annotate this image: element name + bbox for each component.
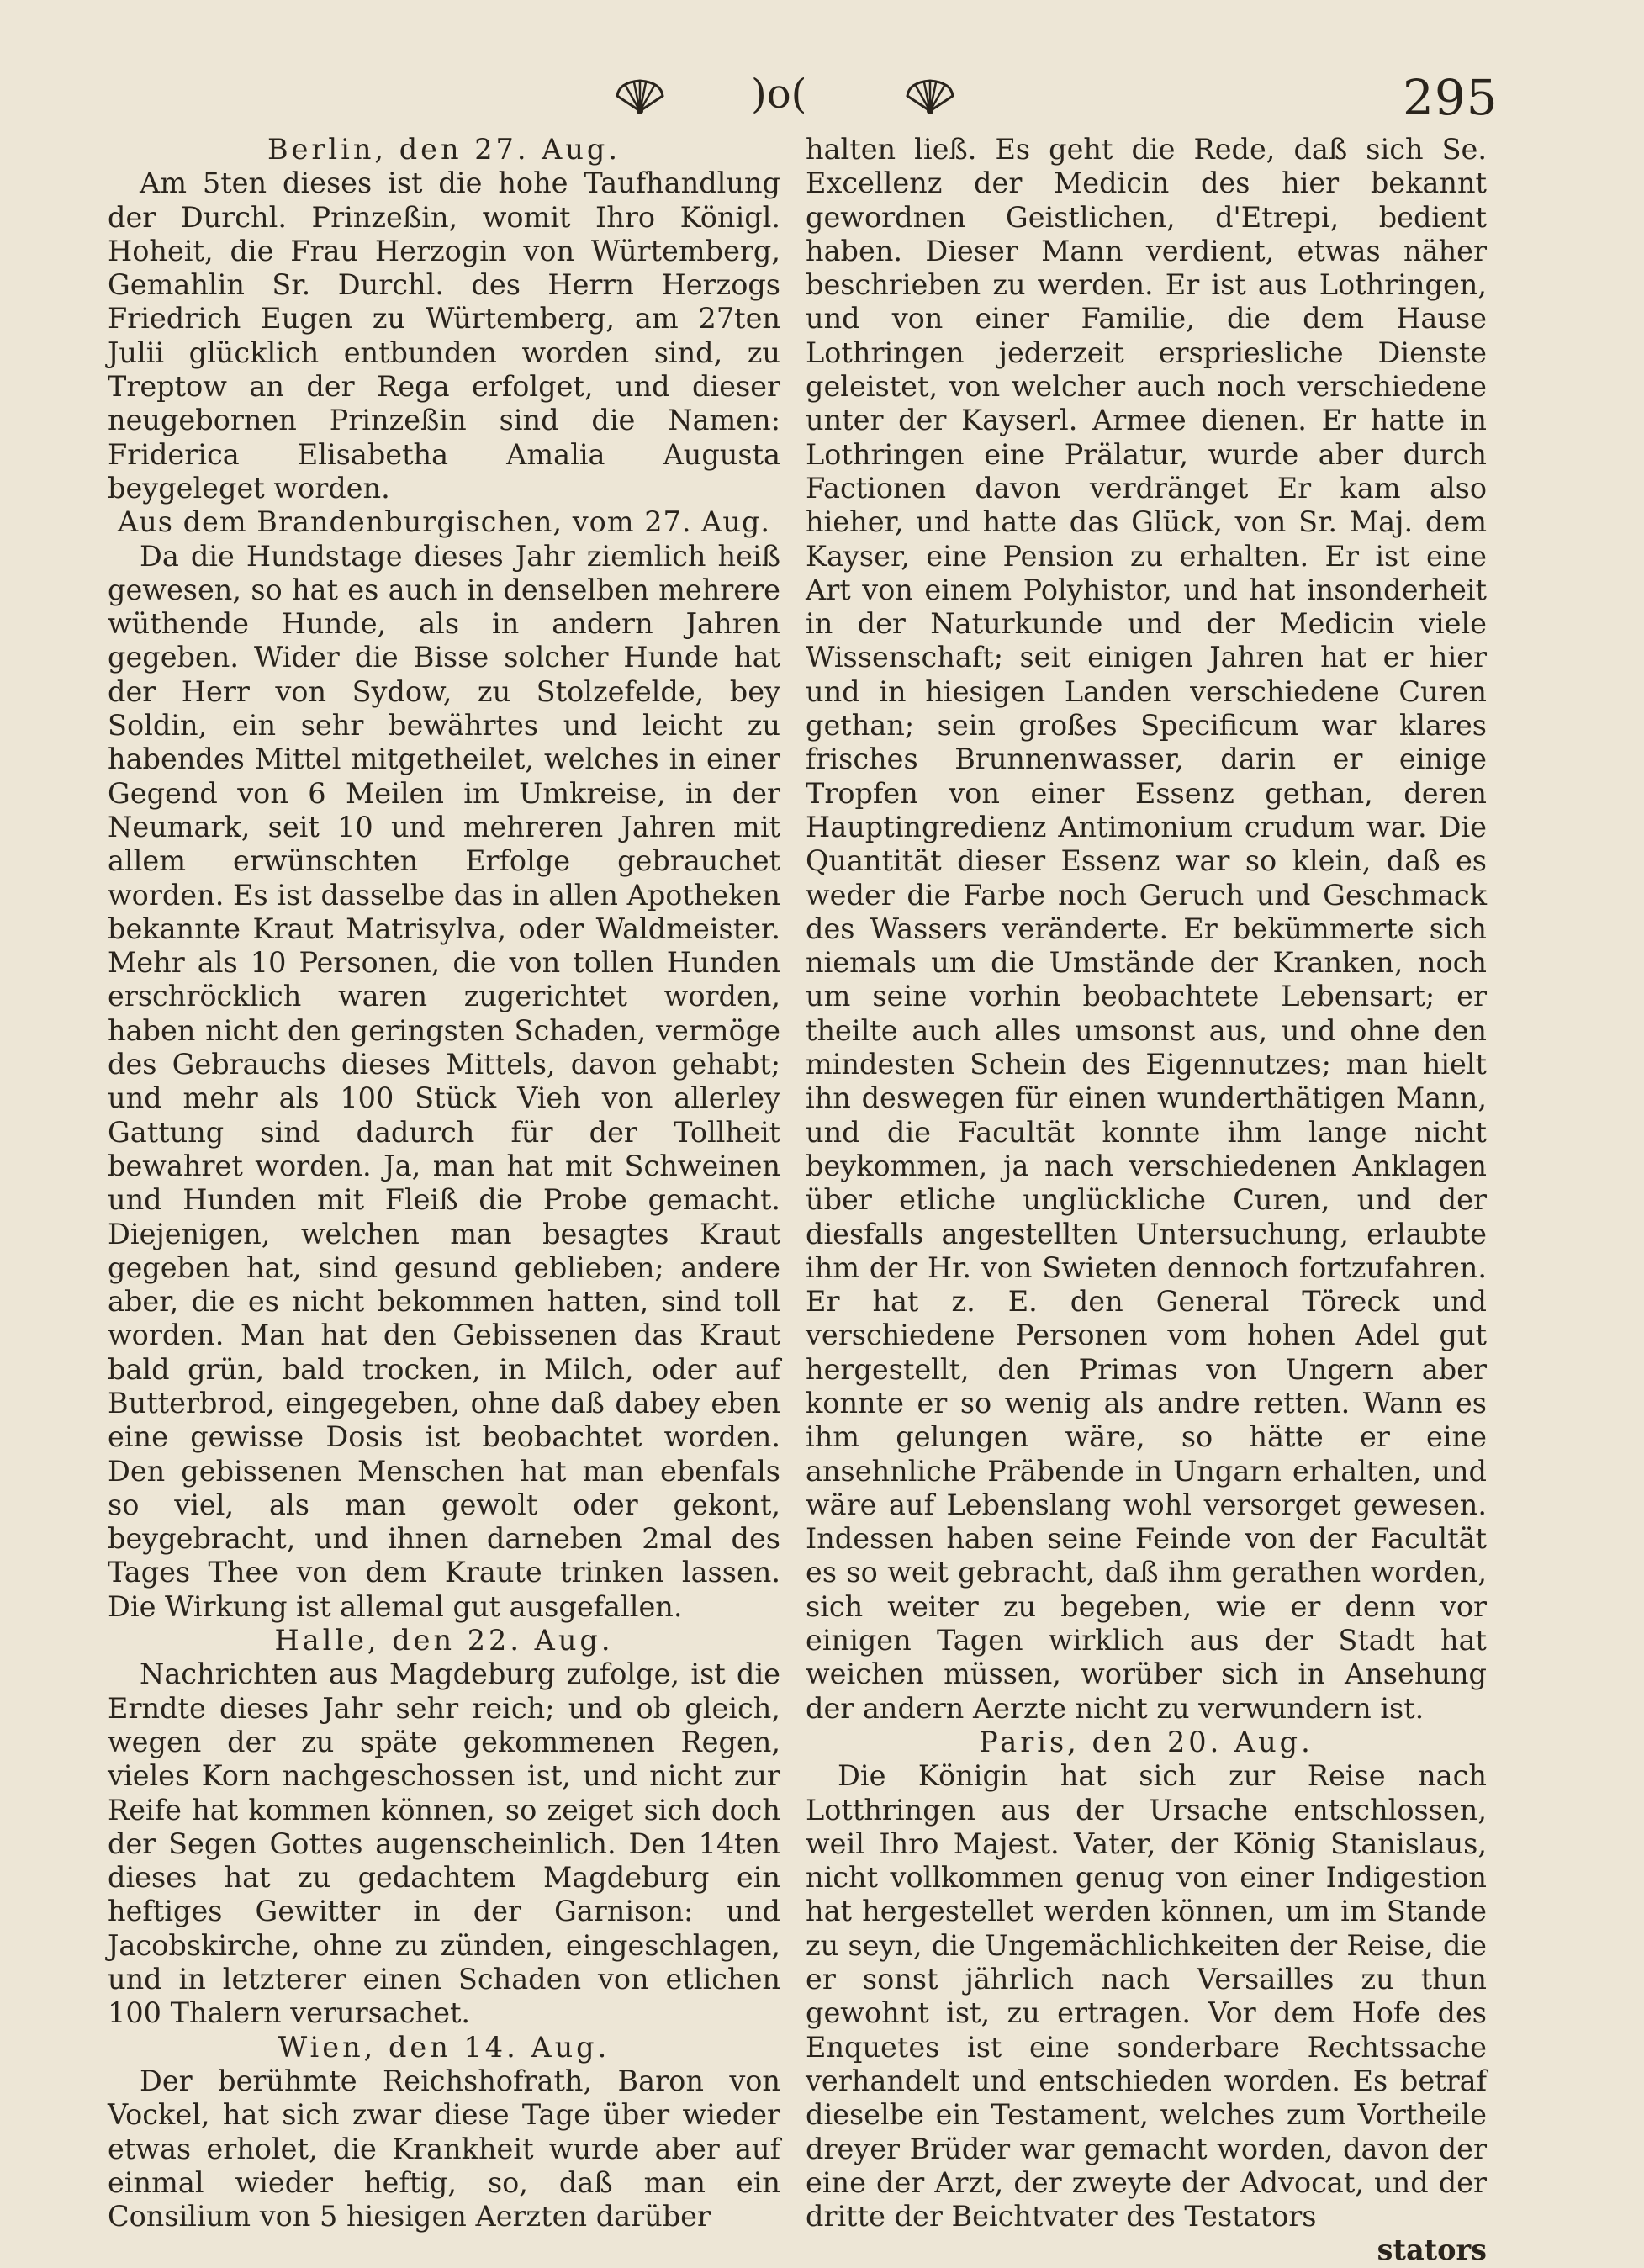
wien-article: Der berühmte Reichshofrath, Baron von Vockel, hat sich zwar diese Tage über wieder etwas erholet, die Krankheit wurde aber auf einmal wieder heftig, so, daß man ein Consilium von 5 hiesigen Aerzten darüber <box>108 2064 780 2234</box>
halle-article: Nachrichten aus Magdeburg zufolge, ist die Erndte dieses Jahr sehr reich; und ob gleich, wegen der zu späte gekommenen Regen, vieles Korn nachgeschossen ist, und nicht zur Reife hat kommen können, so zeiget sich doch der Segen Gottes augenscheinlich. Den 14ten dieses hat zu gedachtem Magdeburg ein heftiges Gewitter in der Garnison: und Jacobskirche, ohne zu zünden, eingeschlagen, und in letzterer einen Schaden von etlichen 100 Thalern verursachet. <box>108 1657 780 2030</box>
wien-heading: Wien, den 14. Aug. <box>278 2030 611 2064</box>
halle-heading: Halle, den 22. Aug. <box>274 1624 614 1657</box>
page-number: 295 <box>1403 69 1499 126</box>
left-column <box>108 133 780 2234</box>
paris-article: Die Königin hat sich zur Reise nach Lotthringen aus der Ursache entschlossen, weil Ihro Majest. Vater, der König Stanislaus, nicht vollkommen genug von einer Indigestion hat hergestellet werden können, um im Stande zu seyn, die Ungemächlichkeiten der Reise, die er sonst jährlich nach Versailles zu thun gewohnt ist, zu ertragen. Vor dem Hofe des Enquetes ist eine sonderbare Rechtssache verhandelt und entschieden worden. Es betraf dieselbe ein Testament, welches zum Vortheile dreyer Brüder war gemacht worden, davon der eine der Arzt, der zweyte der Advocat, und der dritte der Beichtvater des Testators <box>806 1759 1487 2234</box>
berlin-article: Am 5ten dieses ist die hohe Taufhandlung der Durchl. Prinzeßin, womit Ihro Königl. Hoheit, die Frau Herzogin von Würtemberg, Gemahlin Sr. Durchl. des Herrn Herzogs Friedrich Eugen zu Würtemberg, am 27ten Julii glücklich entbunden worden sind, zu Treptow an der Rega erfolget, und dieser neugebornen Prinzeßin sind die Namen: Friderica Elisabetha Amalia Augusta beygeleget worden. <box>108 167 780 505</box>
brandenburg-heading: Aus dem Brandenburgischen, vom 27. Aug. <box>117 505 771 539</box>
right-column <box>806 133 1487 2268</box>
shell-ornament-icon <box>614 77 666 119</box>
berlin-heading: Berlin, den 27. Aug. <box>267 133 621 166</box>
divider-ornament <box>751 71 806 118</box>
paris-heading: Paris, den 20. Aug. <box>979 1725 1314 1758</box>
shell-ornament-icon <box>904 77 956 119</box>
divider-glyph: )o( <box>751 71 807 118</box>
brandenburg-article: Da die Hundstage dieses Jahr ziemlich heiß gewesen, so hat es auch in denselben mehrere wüthende Hunde, als in andern Jahren gegeben. Wider die Bisse solcher Hunde hat der Herr von Sydow, zu Stolzefelde, bey Soldin, ein sehr bewährtes und leicht zu habendes Mittel mitgetheilet, welches in einer Gegend von 6 Meilen im Umkreise, in der Neumark, seit 10 und mehreren Jahren mit allem erwünschten Erfolge gebrauchet worden. Es ist dasselbe das in allen Apotheken bekannte Kraut Matrisylva, oder Waldmeister. Mehr als 10 Personen, die von tollen Hunden erschröcklich waren zugerichtet worden, haben nicht den geringsten Schaden, vermöge des Gebrauchs dieses Mittels, davon gehabt; und mehr als 100 Stück Vieh von allerley Gattung sind dadurch für der Tollheit bewahret worden. Ja, man hat mit Schweinen und Hunden mit Fleiß die Probe gemacht. Diejenigen, welchen man besagtes Kraut gegeben hat, sind gesund geblieben; andere aber, die es nicht bekommen hatten, sind toll worden. Man hat den Gebissenen das Kraut bald grün, bald trocken, in Milch, oder auf Butterbrod, eingegeben, ohne daß dabey eben eine gewisse Dosis ist beobachtet worden. Den gebissenen Menschen hat man ebenfals so viel, als man gewolt oder gekont, beygebracht, und ihnen darneben 2mal des Tages Thee von dem Kraute trinken lassen. Die Wirkung ist allemal gut ausgefallen. <box>108 539 780 1623</box>
wien-article-continued: halten ließ. Es geht die Rede, daß sich Se. Excellenz der Medicin des hier bekannt gewordnen Geistlichen, d'Etrepi, bedient haben. Dieser Mann verdient, etwas näher beschrieben zu werden. Er ist aus Lothringen, und von einer Familie, die dem Hause Lothringen jederzeit erspriesliche Dienste geleistet, von welcher auch noch verschiedene unter der Kayserl. Armee dienen. Er hatte in Lothringen eine Prälatur, wurde aber durch Factionen davon verdränget Er kam also hieher, und hatte das Glück, von Sr. Maj. dem Kayser, eine Pension zu erhalten. Er ist eine Art von einem Polyhistor, und hat insonderheit in der Naturkunde und der Medicin viele Wissenschaft; seit einigen Jahren hat er hier und in hiesigen Landen verschiedene Curen gethan; sein großes Specificum war klares frisches Brunnenwasser, darin er einige Tropfen von einer Essenz gethan, deren Hauptingredienz Antimonium crudum war. Die Quantität dieser Essenz war so klein, daß es weder die Farbe noch Geruch und Geschmack des Wassers veränderte. Er bekümmerte sich niemals um die Umstände der Kranken, noch um seine vorhin beobachtete Lebensart; er theilte auch alles umsonst aus, und ohne den mindesten Schein des Eigennutzes; man hielt ihn deswegen für einen wunderthätigen Mann, und die Facultät konnte ihm lange nicht beykommen, ja nach verschiedenen Anklagen über etliche unglückliche Curen, und der diesfalls angestellten Untersuchung, erlaubte ihm der Hr. von Swieten dennoch fortzufahren. Er hat z. E. den General Töreck und verschiedene Personen vom hohen Adel gut hergestellt, den Primas von Ungern aber konnte er so wenig als andre retten. Wann es ihm gelungen wäre, so hätte er eine ansehnliche Präbende in Ungarn erhalten, und wäre auf Lebenslang wohl versorget gewesen. Indessen haben seine Feinde von der Facultät es so weit gebracht, daß ihm gerathen worden, sich weiter zu begeben, wie er denn vor einigen Tagen wirklich aus der Stadt hat weichen müssen, worüber sich in Ansehung der andern Aerzte nicht zu verwundern ist. <box>806 133 1487 1725</box>
catchword: stators <box>1377 2234 1487 2267</box>
